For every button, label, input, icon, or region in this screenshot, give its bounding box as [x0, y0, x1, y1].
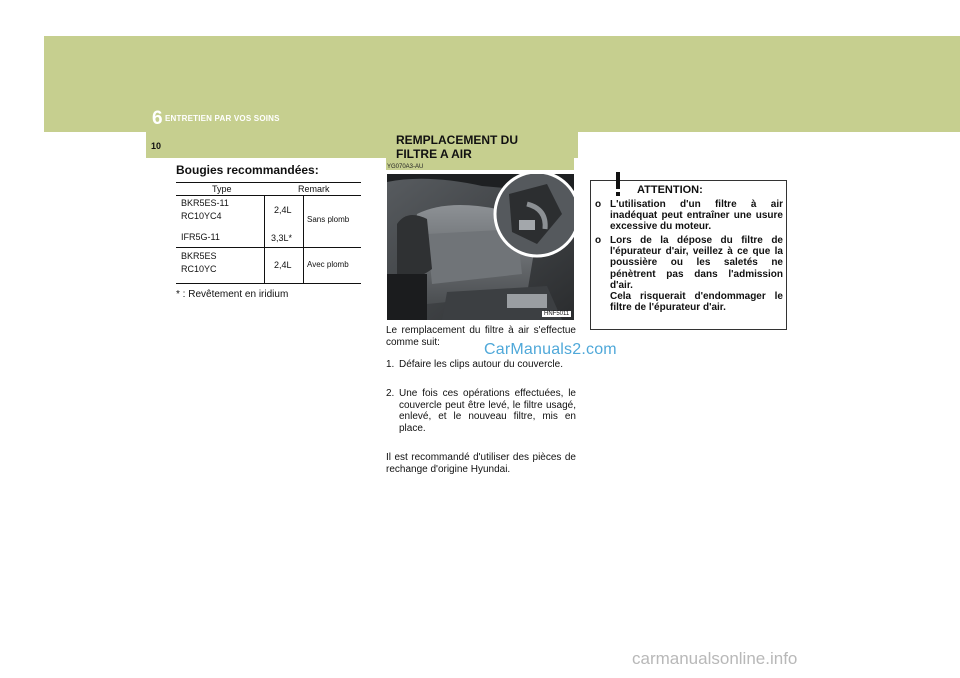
chapter-title: ENTRETIEN PAR VOS SOINS [165, 114, 280, 123]
row2-engine: 3,3L* [271, 233, 293, 243]
row1-engine: 2,4L [274, 205, 292, 215]
chapter-number: 6 [152, 108, 163, 129]
table-head-remark: Remark [298, 184, 330, 194]
step-text: Une fois ces opérations effectuées, le couvercle peut être levé, le filtre usagé, enlevé, et le nouveau filtre, mis en place. [399, 388, 576, 434]
caution-heading: ATTENTION: [637, 184, 703, 196]
bullet: o [595, 199, 602, 210]
site-watermark[interactable]: CarManuals2.com [484, 341, 617, 358]
caution-text [595, 235, 783, 313]
section-title-line2: FILTRE A AIR [396, 147, 472, 161]
procedure-step-1 [386, 359, 576, 371]
step-number: 1. [386, 359, 395, 370]
footnote: * : Revêtement en iridium [176, 289, 289, 300]
procedure-closing: Il est recommandé d'utiliser des pièces de rechange d'origine Hyundai. [386, 452, 576, 475]
section-code: YG070A3-AU [387, 164, 424, 170]
page-number: 10 [151, 141, 162, 151]
bullet: o [595, 235, 602, 246]
row1-type-line1: BKR5ES-11 [181, 198, 229, 208]
table-col-rule-2 [303, 196, 304, 283]
caution-item-2 [595, 235, 783, 313]
table-col-rule-1 [264, 196, 265, 283]
procedure-intro: Le remplacement du filtre à air s'effectue comme suit: [386, 325, 576, 348]
table-header-rule [176, 195, 361, 196]
engine-bay-illustration [387, 174, 574, 320]
photo-code: HNF5011 [544, 311, 570, 317]
warning-icon [603, 168, 633, 198]
row2-type: IFR5G-11 [181, 232, 220, 242]
row1-type-line2: RC10YC4 [181, 211, 222, 221]
remark-unleaded: Sans plomb [307, 215, 350, 224]
step-text: Défaire les clips autour du couvercle. [399, 359, 563, 370]
section-title-line1: REMPLACEMENT DU [396, 133, 518, 147]
engine-bay-photo [387, 174, 574, 320]
spark-plug-table [176, 182, 361, 284]
row3-type-line1: BKR5ES [181, 251, 217, 261]
caution-text: L'utilisation d'un filtre à air inadéquat peut entraîner une usure excessive du moteur. [610, 199, 783, 233]
remark-leaded: Avec plomb [307, 260, 349, 269]
table-row-rule [176, 247, 361, 248]
caution-text-part1: Lors de la dépose du filtre de l'épurateur d'air, veillez à ce que la poussière ou les saletés ne pénètrent pas dans l'admission d'air. [610, 235, 783, 291]
footer-watermark[interactable]: carmanualsonline.info [632, 649, 798, 668]
row3-engine: 2,4L [274, 260, 292, 270]
plugs-title: Bougies recommandées: [176, 163, 319, 177]
section-title [396, 133, 566, 161]
procedure-step-2 [386, 388, 576, 434]
step-number: 2. [386, 388, 395, 399]
caution-text-part2: Cela risquerait d'endommager le filtre de l'épurateur d'air. [610, 291, 783, 314]
row3-type-line2: RC10YC [181, 264, 217, 274]
caution-item-1 [595, 199, 783, 233]
table-head-type: Type [212, 184, 232, 194]
